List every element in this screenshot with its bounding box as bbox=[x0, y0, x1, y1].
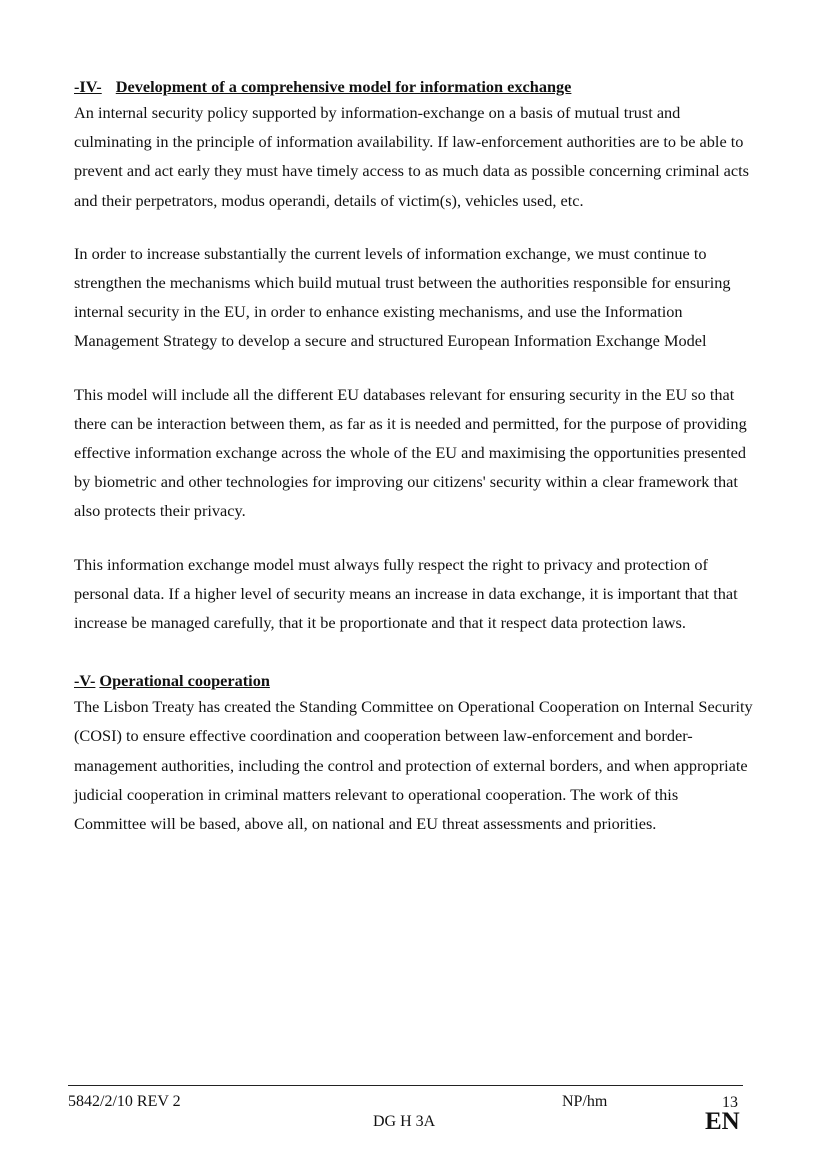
paragraph: The Lisbon Treaty has created the Standing Committee on Operational Cooperation on Internal Security (COSI) to ensure effective coordination and cooperation between law-enforcement and border-management authorities, including the control and protection of external borders, and when appropriate judicial cooperation in criminal matters relevant to operational cooperation. The work of this Committee will be based, above all, on national and EU threat assessments and priorities. bbox=[74, 697, 753, 834]
section-heading bbox=[74, 76, 754, 98]
paragraph: This model will include all the different EU databases relevant for ensuring security in the EU so that there can be interaction between them, as far as it is needed and permitted, for the purpose of providing effective information exchange across the whole of the EU and maximising the opportunities presented by biometric and other technologies for improving our citizens' security within a clear framework that also protects their privacy. bbox=[74, 384, 747, 521]
section-v bbox=[74, 670, 754, 838]
section-number: -V- bbox=[74, 671, 96, 691]
section-iv bbox=[74, 76, 754, 637]
section-heading bbox=[74, 670, 754, 692]
directorate-code: DG H 3A bbox=[373, 1113, 436, 1130]
document-body bbox=[74, 76, 754, 838]
section-title: Development of a comprehensive model for information exchange bbox=[115, 77, 572, 96]
document-reference: 5842/2/10 REV 2 bbox=[68, 1093, 181, 1110]
page-number: 13 bbox=[722, 1094, 738, 1111]
footer-divider bbox=[68, 1085, 743, 1086]
paragraph: This information exchange model must always fully respect the right to privacy and protection of personal data. If a higher level of security means an increase in data exchange, it is important that that increase be managed carefully, that it be proportionate and that it respect data protection laws. bbox=[74, 554, 738, 633]
author-initials: NP/hm bbox=[562, 1093, 608, 1110]
paragraph: In order to increase substantially the current levels of information exchange, we must continue to strengthen the mechanisms which build mutual trust between the authorities responsible for ensuring internal security in the EU, in order to enhance existing mechanisms, and use the Information Management Strategy to develop a secure and structured European Information Exchange Model bbox=[74, 243, 731, 351]
section-title: Operational cooperation bbox=[99, 671, 270, 691]
paragraph: An internal security policy supported by information-exchange on a basis of mutual trust and culminating in the principle of information availability. If law-enforcement authorities are to be able to prevent and act early they must have timely access to as much data as possible concerning criminal acts and their perpetrators, modus operandi, details of victim(s), vehicles used, etc. bbox=[74, 103, 749, 210]
language-code: EN bbox=[705, 1108, 740, 1135]
section-number: -IV- bbox=[74, 77, 102, 96]
